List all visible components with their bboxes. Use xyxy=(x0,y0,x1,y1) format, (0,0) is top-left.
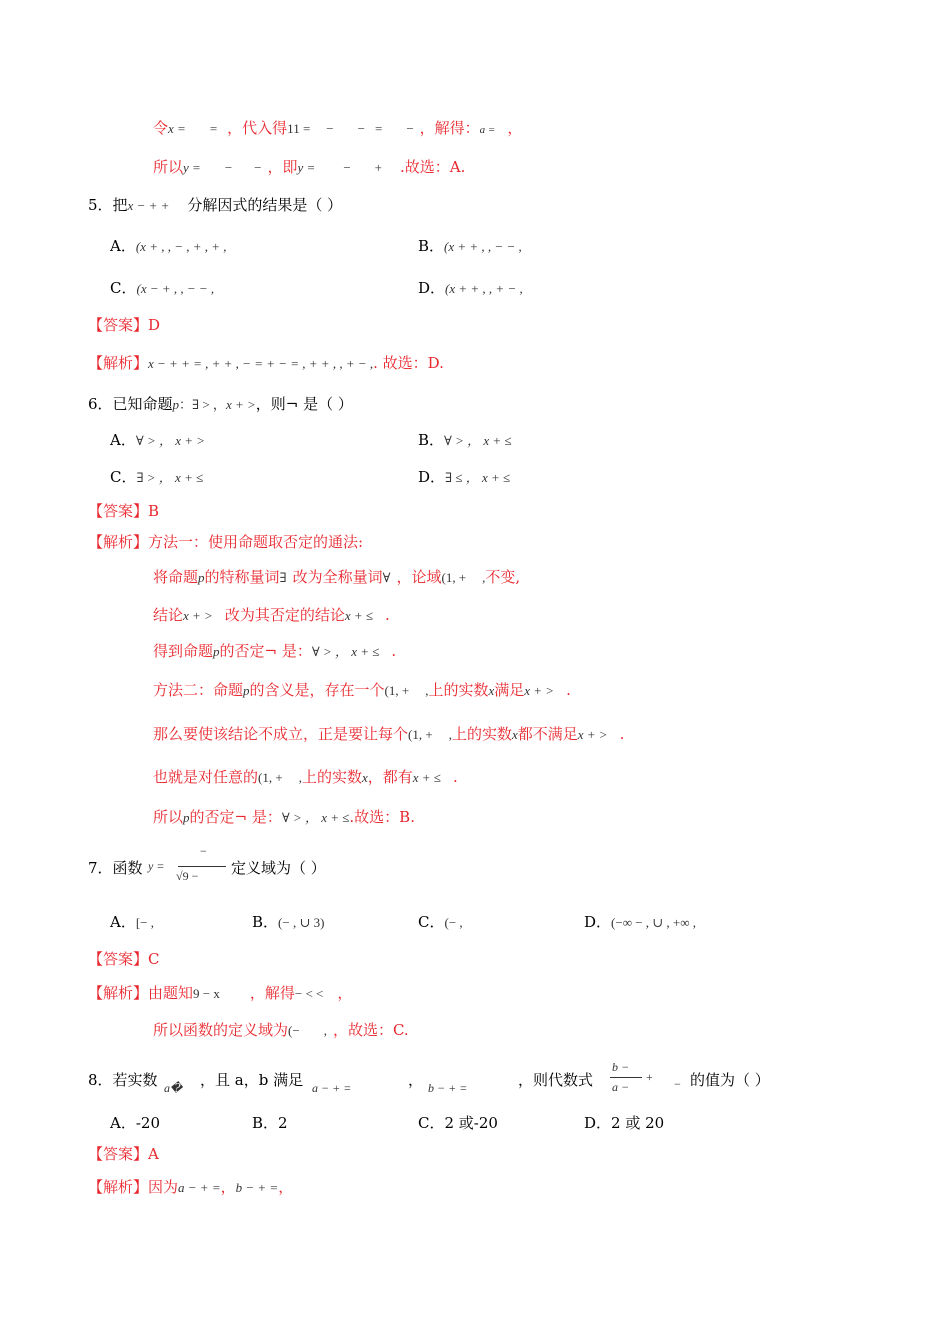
q6-option-d[interactable]: D．∃ ≤ ， x + ≤ xyxy=(418,468,511,486)
q8-option-a[interactable]: A．-20 xyxy=(110,1114,160,1132)
q7-analysis-2: 所以函数的定义域为(− , ，故选：C. xyxy=(153,1021,409,1039)
q7-answer: 【答案】C xyxy=(88,950,160,968)
q5-option-d[interactable]: D．(x + + , , + − , xyxy=(418,279,523,297)
q7-option-c[interactable]: C．(− , xyxy=(418,913,463,931)
q7-analysis-1: 【解析】由题知9 − x ，解得− < < ， xyxy=(88,984,353,1002)
q6-analysis-method1: 【解析】方法一：使用命题取否定的通法: xyxy=(88,533,364,551)
q8-equation-b: b − + = xyxy=(428,1081,468,1095)
q7-option-b[interactable]: B．(− , ∪ 3) xyxy=(252,913,325,931)
q6-analysis-step3: 得到命题p的否定¬ 是：∀ > ， x + ≤ . xyxy=(153,642,397,660)
q8-analysis: 【解析】因为a − + =，b − + =， xyxy=(88,1178,294,1196)
q8-fraction-numerator: b − xyxy=(612,1060,630,1074)
q8-fraction-2: − xyxy=(674,1077,681,1091)
q7-stem-label: 7．函数 xyxy=(88,859,143,877)
q5-option-b[interactable]: B．(x + + , , − − , xyxy=(418,237,522,255)
q7-option-a[interactable]: A．[− , xyxy=(110,913,155,931)
q8-stem-mid: ，且 a，b 满足 xyxy=(200,1071,304,1089)
top-line-1: 令x = = ，代入得11 = − − = − ，解得：a = ， xyxy=(153,119,523,137)
q8-fraction-bar xyxy=(610,1077,642,1078)
q8-fraction-plus: + xyxy=(646,1070,653,1084)
q5-answer: 【答案】D xyxy=(88,316,161,334)
q8-equation-a: a − + = xyxy=(312,1081,352,1095)
q5-option-c[interactable]: C．(x − + , , − − , xyxy=(110,279,215,297)
q6-analysis-step5: 那么要使该结论不成立，正是要让每个(1, + ,上的实数x都不满足x + > . xyxy=(153,725,625,743)
q6-answer: 【答案】B xyxy=(88,502,160,520)
q6-analysis-method2: 方法二：命题p的含义是，存在一个(1, + ,上的实数x满足x + > . xyxy=(153,681,571,699)
q5-option-a[interactable]: A．(x + , , − , + , + , xyxy=(110,237,227,255)
q8-comma: ， xyxy=(408,1071,424,1089)
top-line-2: 所以y = − − ，即y = − + .故选：A. xyxy=(153,158,466,176)
q8-stem-tail2: 的值为（ ） xyxy=(690,1071,770,1089)
q7-function-numerator: − xyxy=(200,844,207,858)
q8-option-b[interactable]: B．2 xyxy=(252,1114,288,1132)
q8-option-c[interactable]: C．2 或-20 xyxy=(418,1114,498,1132)
q6-option-c[interactable]: C．∃ > ， x + ≤ xyxy=(110,468,204,486)
q7-function-y: y = xyxy=(148,859,165,873)
q8-fraction-denominator: a − xyxy=(612,1080,630,1094)
q6-option-a[interactable]: A．∀ > ， x + > xyxy=(110,431,206,449)
q6-stem: 6．已知命题p：∃ > ，x + >，则¬ 是（ ） xyxy=(88,395,353,413)
q5-stem: 5．把x − + + 分解因式的结果是（ ） xyxy=(88,196,343,214)
q8-a-not-equal: a� xyxy=(164,1081,183,1095)
q5-analysis: 【解析】x − + + = , + + , − = + − = , + + , , + − ,. 故选：D. xyxy=(88,354,444,372)
q6-analysis-conclusion: 所以p的否定¬ 是：∀ > ， x + ≤.故选：B. xyxy=(153,808,415,826)
q6-analysis-step1: 将命题p的特称量词∃ 改为全称量词∀ ，论域(1, + ,不变, xyxy=(153,568,521,586)
q7-option-d[interactable]: D．(−∞ − , ∪ , +∞ , xyxy=(584,913,697,931)
q8-stem-tail1: ，则代数式 xyxy=(518,1071,594,1089)
q6-analysis-step6: 也就是对任意的(1, + ,上的实数x，都有x + ≤ . xyxy=(153,768,458,786)
q8-stem: 8．若实数 xyxy=(88,1071,158,1089)
q7-stem-tail: 定义域为（ ） xyxy=(231,859,326,877)
q6-analysis-step2: 结论x + > 改为其否定的结论x + ≤ . xyxy=(153,606,390,624)
q7-function-denominator: √9 − xyxy=(176,869,199,883)
q8-option-d[interactable]: D．2 或 20 xyxy=(584,1114,665,1132)
q8-answer: 【答案】A xyxy=(88,1145,159,1163)
q7-fraction-bar xyxy=(178,866,226,867)
q6-option-b[interactable]: B．∀ > ， x + ≤ xyxy=(418,431,512,449)
